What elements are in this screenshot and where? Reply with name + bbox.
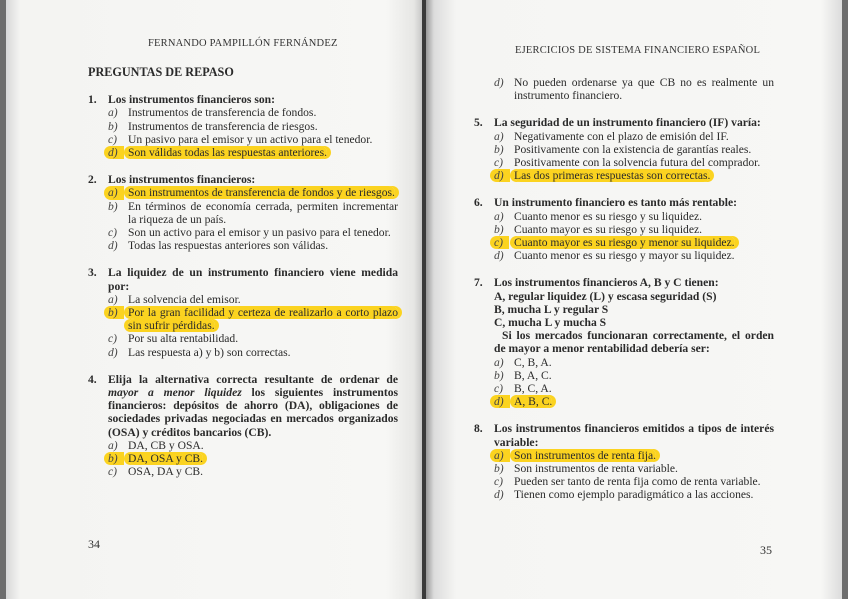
stem-text: Los instrumentos financieros son: [108,93,275,107]
right-page-content [474,76,774,516]
option-letter: b) [494,222,504,236]
option-letter: a) [494,449,510,462]
stem-text: Los instrumentos financieros emitidos a tipos de interés variable: [494,422,774,449]
stem-text: Los instrumentos financieros A, B y C tienen: [494,276,719,290]
highlighted-answer-text: Son instrumentos de renta fija. [514,448,656,462]
answer-text: Pueden ser tanto de renta fija como de renta variable. [514,475,761,489]
answer-text: Instrumentos de transferencia de fondos. [128,106,317,120]
option-letter: a) [494,209,504,223]
option-letter: a) [108,438,118,452]
answer-option [494,488,774,501]
question-number: 2. [88,173,97,187]
answer-text: OSA, DA y CB. [128,465,204,479]
option-letter: c) [108,226,118,240]
option-letter: b) [108,306,124,319]
option-letter: b) [108,119,118,133]
option-letter: d) [494,395,510,408]
option-letter: d) [494,76,504,89]
highlighted-answer-text: Las dos primeras respuestas son correctas. [514,169,711,183]
stem-text: La liquidez de un instrumento financiero viene medida por: [108,266,398,293]
answer-text: C, B, A. [514,355,552,369]
answer-text: Instrumentos de transferencia de riesgos. [128,119,318,133]
answer-option [108,106,398,119]
option-letter: c) [494,475,504,489]
answer-option [108,200,398,226]
answer-text: Las respuesta a) y b) son correctas. [128,345,291,359]
option-letter: a) [108,106,118,120]
answer-text: Son un activo para el emisor y un pasivo para el tenedor. [128,226,391,240]
question-number: 6. [474,196,483,210]
answer-option [108,452,398,465]
stem-text: los siguientes instrumentos financieros: depósitos de ahorro (DA), obligaciones de sociedades privadas negociadas en mercados organizados (OSA) y créditos bancarios (CB). [108,386,399,439]
answer-option [494,169,774,182]
option-letter: c) [108,465,118,479]
question-8 [474,422,774,501]
answer-option [494,223,774,236]
answer-text: Cuanto menor es su riesgo y mayor su liquidez. [514,249,735,263]
question-6 [474,196,774,262]
answer-text: B, A, C. [514,368,552,382]
question-2 [88,173,398,252]
answer-option [108,146,398,159]
option-letter: b) [494,462,504,476]
option-letter: a) [108,292,118,306]
option-letter: a) [108,186,124,199]
option-letter: d) [108,239,118,253]
answer-text: Un pasivo para el emisor y un activo para el tenedor. [128,132,373,146]
page-number: 34 [88,537,100,551]
option-letter: d) [494,488,504,502]
question-stem [494,116,774,129]
stem-line: C, mucha L y mucha S [494,316,607,330]
option-letter: c) [108,132,118,146]
option-letter: d) [494,249,504,263]
option-letter: c) [494,156,504,170]
option-letter: c) [108,332,118,346]
option-letter: b) [494,142,504,156]
stem-instruction: Si los mercados funcionaran correctamente, el orden de mayor a menor rentabilidad debería ser: [494,329,774,356]
stem-text: Elija la alternativa correcta resultante de ordenar de [108,372,398,386]
answer-text: Cuanto mayor es su riesgo y su liquidez. [514,222,703,236]
answer-option [494,382,774,395]
answer-option [494,156,774,169]
question-5 [474,116,774,182]
page-number: 35 [760,543,772,557]
question-7 [474,276,774,408]
answer-option [108,133,398,146]
option-letter: b) [108,199,118,213]
option-letter: d) [494,169,510,182]
question-stem [108,266,398,292]
answer-text: Cuanto menor es su riesgo y su liquidez. [514,209,703,223]
question-number: 8. [474,422,483,436]
answer-option [108,293,398,306]
answer-option [494,356,774,369]
answer-text: No pueden ordenarse ya que CB no es realmente un instrumento financiero. [514,76,774,103]
question-stem [108,373,398,439]
answer-option [108,332,398,345]
running-head: EJERCICIOS DE SISTEMA FINANCIERO ESPAÑOL [515,45,761,56]
answer-option [494,395,774,408]
highlighted-answer-text: DA, OSA y CB. [128,452,204,466]
left-page [6,0,426,599]
option-letter: d) [108,345,118,359]
option-letter: c) [494,382,504,396]
answer-option [494,130,774,143]
answer-text: Por su alta rentabilidad. [128,332,239,346]
right-page [426,0,842,599]
answer-text: Tienen como ejemplo paradigmático a las acciones. [514,488,754,502]
answer-text: DA, CB y OSA. [128,438,204,452]
answer-option [494,210,774,223]
left-page-content [88,66,398,492]
question-4 [88,373,398,479]
answer-option [494,449,774,462]
answer-text: Negativamente con el plazo de emisión del IF. [514,129,729,143]
answer-text: Son instrumentos de renta variable. [514,462,678,476]
stem-text: Los instrumentos financieros: [108,173,256,187]
option-letter: b) [494,368,504,382]
question-number: 3. [88,266,97,280]
answer-option [494,249,774,262]
answer-option [108,306,398,332]
question-number: 5. [474,116,483,130]
stem-text: La seguridad de un instrumento financiero (IF) varía: [494,116,761,130]
question-stem [494,276,774,289]
answer-option [108,465,398,478]
answer-text: Positivamente con la existencia de garantías reales. [514,142,752,156]
question-3 [88,266,398,358]
answer-text: B, C, A. [514,382,552,396]
answer-option [494,369,774,382]
answer-option [494,236,774,249]
running-head: FERNANDO PAMPILLÓN FERNÁNDEZ [148,38,338,49]
option-letter: b) [108,452,124,465]
stem-text: Un instrumento financiero es tanto más rentable: [494,196,738,210]
answer-option [108,346,398,359]
answer-option [494,475,774,488]
highlighted-answer-text: Son válidas todas las respuestas anteriores. [128,146,327,160]
question-stem [494,196,774,209]
question-stem [494,422,774,448]
answer-text: Todas las respuestas anteriores son válidas. [128,239,329,253]
answer-text: La solvencia del emisor. [128,292,241,306]
section-title: PREGUNTAS DE REPASO [88,65,234,79]
answer-option [108,226,398,239]
answer-option [494,143,774,156]
question-stem [108,93,398,106]
highlighted-answer-text: Cuanto mayor es su riesgo y menor su liquidez. [514,236,735,250]
question-number: 7. [474,276,483,290]
option-letter: c) [494,236,509,249]
stem-line: A, regular liquidez (L) y escasa seguridad (S) [494,289,717,303]
answer-option [108,439,398,452]
continued-question [474,76,774,102]
option-letter: d) [108,146,124,159]
answer-option [108,186,398,199]
highlighted-answer-text: Son instrumentos de transferencia de fondos y de riesgos. [128,186,395,200]
highlighted-answer-text: Por la gran facilidad y certeza de realizarlo a corto plazo sin sufrir pérdidas. [128,306,398,333]
highlighted-answer-text: A, B, C. [514,395,553,409]
answer-text: Positivamente con la solvencia futura del comprador. [514,156,761,170]
option-letter: a) [494,129,504,143]
answer-option [494,462,774,475]
stem-text: mayor a menor liquidez [108,386,242,400]
answer-option [108,120,398,133]
question-1 [88,93,398,159]
question-stem [108,173,398,186]
option-letter: a) [494,355,504,369]
answer-option [108,239,398,252]
answer-text: En términos de economía cerrada, permiten incrementar la riqueza de un país. [128,199,398,226]
stem-line: B, mucha L y regular S [494,302,609,316]
answer-option [494,76,774,102]
question-number: 1. [88,93,97,107]
question-number: 4. [88,372,97,386]
